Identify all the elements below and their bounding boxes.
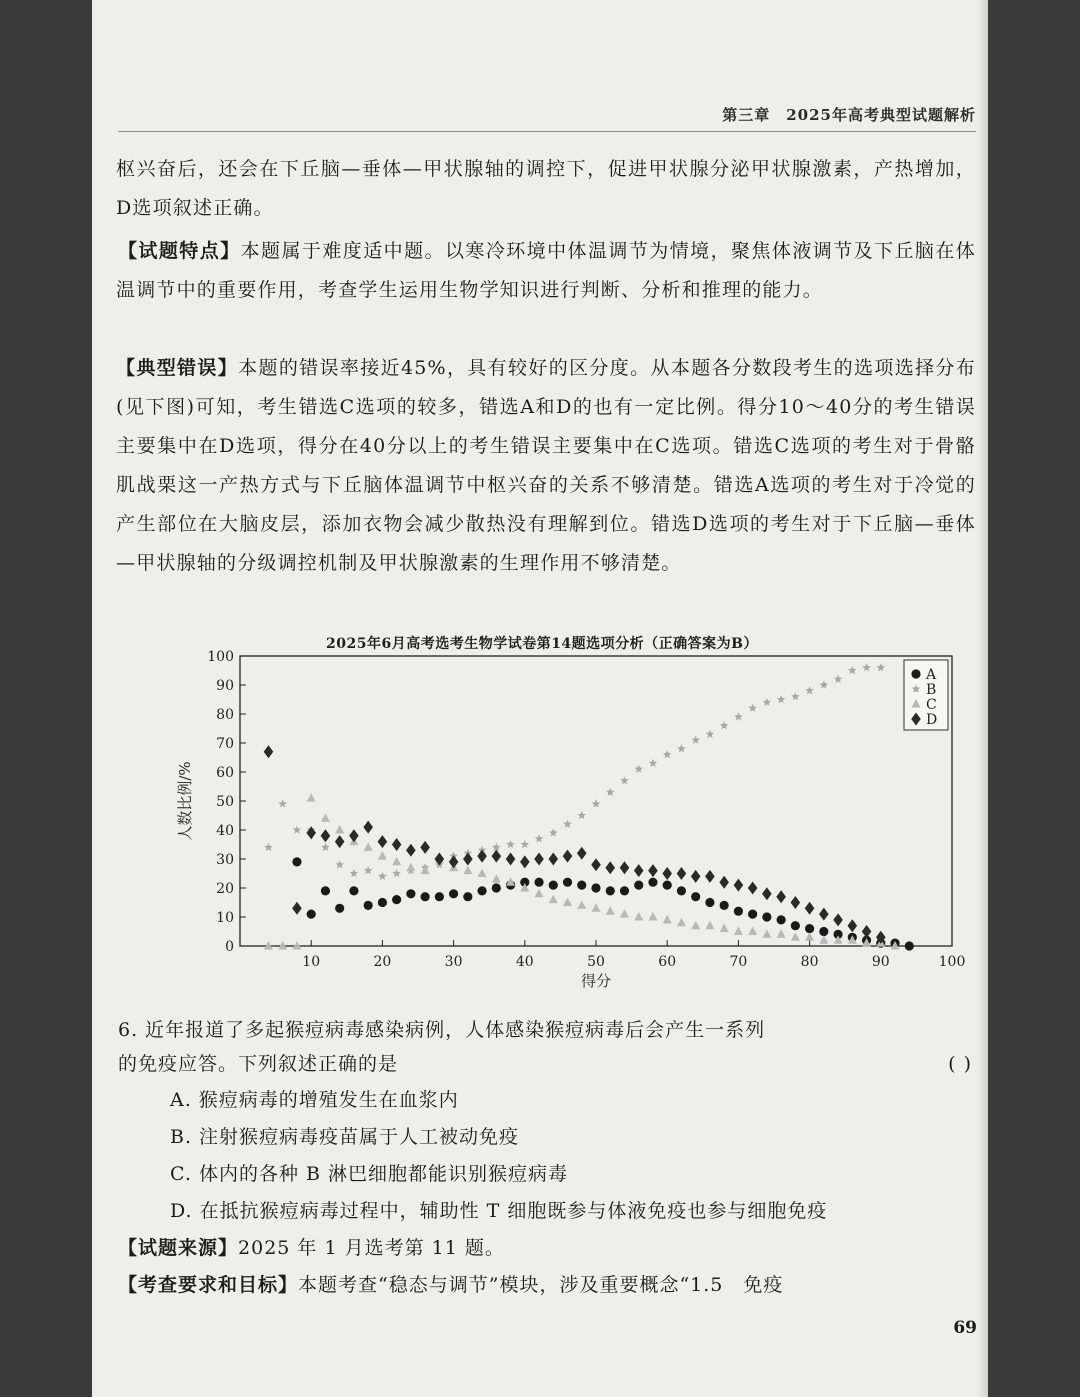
requirement-text: 本题考查“稳态与调节”模块，涉及重要概念“1.5 免疫: [298, 1274, 784, 1296]
series-d-point: [833, 913, 843, 926]
series-a-point: [663, 881, 672, 890]
series-c-point: [791, 932, 800, 941]
series-d-point: [762, 887, 772, 900]
series-a-point: [477, 886, 486, 895]
series-c-point: [734, 927, 743, 936]
series-a-point: [435, 892, 444, 901]
series-a-point: [321, 886, 330, 895]
x-tick-label: 90: [871, 954, 890, 970]
series-b-point: [321, 843, 330, 851]
errors-paragraph: [116, 349, 976, 583]
series-c-point: [278, 941, 287, 950]
source-line: [118, 1230, 978, 1267]
series-d-point: [662, 867, 672, 880]
answer-bracket: ( ): [948, 1053, 972, 1075]
series-d-point: [719, 876, 729, 889]
series-a-point: [819, 927, 828, 936]
x-tick-label: 60: [658, 954, 677, 970]
series-b-point: [549, 828, 558, 836]
y-tick-label: 80: [216, 707, 234, 723]
series-b-point: [606, 788, 615, 796]
series-b-point: [577, 811, 586, 819]
y-axis-label: 人数比例/%: [176, 761, 194, 841]
series-c-point: [663, 915, 672, 924]
series-d-point: [691, 870, 701, 883]
series-c-point: [606, 906, 615, 915]
series-c-point: [563, 898, 572, 907]
series-a-point: [805, 924, 814, 933]
series-c-point: [648, 912, 657, 921]
series-b-point: [264, 843, 273, 851]
requirement-line: [118, 1267, 978, 1304]
series-a-point: [734, 907, 743, 916]
series-a-point: [463, 892, 472, 901]
series-c-point: [335, 825, 344, 834]
x-tick-label: 10: [302, 954, 321, 970]
question-stem-line-2: [118, 1046, 978, 1083]
series-d-point: [506, 853, 516, 866]
legend-b-label: B: [926, 682, 937, 698]
series-a-point: [364, 901, 373, 910]
x-tick-label: 30: [444, 954, 463, 970]
series-b-point: [734, 712, 743, 720]
series-a-point: [591, 883, 600, 892]
series-a-point: [762, 912, 771, 921]
series-d-point: [378, 835, 388, 848]
series-b-point: [777, 695, 786, 703]
legend-c-label: C: [926, 697, 937, 713]
series-c-point: [748, 927, 757, 936]
y-tick-label: 0: [225, 939, 234, 955]
series-c-point: [307, 793, 316, 802]
series-a-point: [777, 915, 786, 924]
series-c-point: [805, 932, 814, 941]
series-b-point: [506, 840, 515, 848]
y-tick-label: 100: [207, 649, 234, 665]
series-c-point: [677, 918, 686, 927]
series-c-point: [364, 842, 373, 851]
series-b-point: [535, 834, 544, 842]
series-b-point: [834, 675, 843, 683]
question-stem-text: 的免疫应答。下列叙述正确的是: [118, 1053, 399, 1075]
series-d-point: [791, 896, 801, 909]
series-a-point: [620, 886, 629, 895]
series-d-point: [705, 870, 715, 883]
series-d-point: [449, 855, 459, 868]
series-a-point: [691, 892, 700, 901]
x-tick-label: 70: [729, 954, 748, 970]
series-d-point: [748, 882, 758, 895]
series-c-point: [620, 909, 629, 918]
source-tag: 【试题来源】: [118, 1237, 239, 1259]
series-a-point: [705, 898, 714, 907]
series-c-point: [292, 941, 301, 950]
option-c: C. 体内的各种 B 淋巴细胞都能识别猴痘病毒: [170, 1163, 568, 1185]
series-b-point: [563, 820, 572, 828]
series-c-point: [492, 874, 501, 883]
series-c-point: [549, 895, 558, 904]
series-d-point: [477, 850, 487, 863]
series-c-point: [392, 857, 401, 866]
series-a-point: [634, 881, 643, 890]
series-c-point: [762, 929, 771, 938]
series-d-point: [349, 829, 359, 842]
series-a-point: [349, 886, 358, 895]
series-b-point: [350, 869, 359, 877]
series-a-point: [406, 889, 415, 898]
series-a-point: [449, 889, 458, 898]
series-d-point: [306, 826, 316, 839]
errors-tag: 【典型错误】: [116, 357, 239, 379]
option-a: A. 猴痘病毒的增殖发生在血浆内: [170, 1089, 459, 1111]
legend-a-label: A: [926, 667, 937, 683]
series-a-point: [534, 878, 543, 887]
series-d-point: [492, 850, 502, 863]
series-b-point: [748, 704, 757, 712]
series-a-point: [577, 881, 586, 890]
series-b-point: [592, 799, 601, 807]
series-b-point: [663, 750, 672, 758]
series-d-point: [734, 879, 744, 892]
series-d-point: [819, 908, 829, 921]
series-a-point: [677, 886, 686, 895]
scatter-chart: [122, 648, 966, 993]
series-a-point: [292, 857, 301, 866]
running-head: 第三章 2025年高考典型试题解析: [722, 106, 976, 124]
y-tick-label: 40: [216, 823, 234, 839]
errors-text: 本题的错误率接近45%，具有较好的区分度。从本题各分数段考生的选项选择分布(见下图)可知，考生错选C选项的较多，错选A和D的也有一定比例。得分10～40分的考生错误主要集中在D选项，得分在40分以上的考生错误主要集中在C选项。错选C选项的考生对于骨骼肌战栗这一产热方式与下丘脑体温调节中枢兴奋的关系不够清楚。错选A选项的考生对于冷觉的产生部位在大脑皮层，添加衣物会减少散热没有理解到位。错选D选项的考生对于下丘脑—垂体—甲状腺轴的分级调控机制及甲状腺激素的生理作用不够清楚。: [116, 357, 976, 574]
features-tag: 【试题特点】: [118, 240, 241, 262]
x-tick-label: 100: [938, 954, 966, 970]
series-b-point: [877, 663, 886, 671]
series-d-point: [605, 861, 615, 874]
series-d-point: [363, 821, 373, 834]
series-b-point: [720, 721, 729, 729]
series-c-point: [577, 900, 586, 909]
series-c-point: [819, 935, 828, 944]
series-a-point: [307, 910, 316, 919]
series-c-point: [634, 912, 643, 921]
series-d-point: [264, 745, 274, 758]
y-tick-label: 70: [216, 736, 234, 752]
series-c-point: [592, 903, 601, 912]
series-c-point: [406, 863, 415, 872]
series-a-point: [720, 901, 729, 910]
requirement-tag: 【考查要求和目标】: [118, 1274, 299, 1296]
option-b: B. 注射猴痘病毒疫苗属于人工被动免疫: [170, 1126, 520, 1148]
series-c-point: [777, 929, 786, 938]
series-b-point: [691, 736, 700, 744]
series-a-point: [492, 883, 501, 892]
series-d-point: [534, 853, 544, 866]
x-tick-label: 40: [515, 954, 534, 970]
series-a-point: [392, 895, 401, 904]
series-a-point: [791, 921, 800, 930]
series-d-point: [591, 858, 601, 871]
series-d-point: [563, 850, 573, 863]
intro-paragraph: [116, 150, 976, 228]
legend-d-label: D: [926, 712, 938, 728]
series-d-point: [776, 890, 786, 903]
series-b-point: [706, 730, 715, 738]
series-a-point: [748, 910, 757, 919]
series-d-point: [420, 841, 430, 854]
series-c-point: [506, 877, 515, 886]
source-text: 2025 年 1 月选考第 11 题。: [238, 1237, 505, 1259]
series-c-point: [264, 941, 273, 950]
series-b-point: [677, 744, 686, 752]
series-d-point: [634, 864, 644, 877]
series-c-point: [691, 921, 700, 930]
series-d-point: [392, 838, 402, 851]
series-c-point: [720, 924, 729, 933]
series-d-point: [321, 829, 331, 842]
x-tick-label: 20: [373, 954, 392, 970]
series-c-point: [705, 921, 714, 930]
series-d-point: [677, 867, 687, 880]
series-d-point: [463, 853, 473, 866]
series-d-point: [406, 844, 416, 857]
series-c-point: [321, 813, 330, 822]
series-b-point: [820, 681, 829, 689]
series-d-point: [520, 855, 530, 868]
series-a-point: [378, 898, 387, 907]
series-d-point: [577, 847, 587, 860]
series-b-point: [364, 866, 373, 874]
series-c-point: [478, 869, 487, 878]
series-a-point: [905, 941, 914, 950]
series-b-point: [791, 692, 800, 700]
x-axis-label: 得分: [580, 972, 612, 990]
series-a-point: [335, 904, 344, 913]
y-tick-label: 50: [216, 794, 234, 810]
series-b-point: [392, 869, 401, 877]
series-d-point: [620, 861, 630, 874]
y-tick-label: 90: [216, 678, 234, 694]
series-b-point: [649, 759, 658, 767]
y-tick-label: 60: [216, 765, 234, 781]
series-b-point: [378, 872, 387, 880]
series-a-point: [648, 878, 657, 887]
series-b-point: [293, 826, 302, 834]
x-tick-label: 80: [800, 954, 819, 970]
y-tick-label: 10: [216, 910, 234, 926]
intro-text: 枢兴奋后，还会在下丘脑—垂体—甲状腺轴的调控下，促进甲状腺分泌甲状腺激素，产热增加，D选项叙述正确。: [116, 158, 976, 219]
series-a-point: [421, 892, 430, 901]
series-d-point: [548, 853, 558, 866]
y-tick-label: 30: [216, 852, 234, 868]
series-b-point: [848, 666, 857, 674]
series-b-point: [862, 663, 871, 671]
y-tick-label: 20: [216, 881, 234, 897]
series-a-point: [549, 881, 558, 890]
series-c-point: [535, 889, 544, 898]
header-rule: [118, 131, 976, 132]
series-b-point: [521, 840, 530, 848]
question-stem-line-1: 6. 近年报道了多起猴痘病毒感染病例，人体感染猴痘病毒后会产生一系列: [118, 1019, 766, 1041]
option-d: D. 在抵抗猴痘病毒过程中，辅助性 T 细胞既参与体液免疫也参与细胞免疫: [170, 1200, 828, 1222]
chart-title: 2025年6月高考选考生物学试卷第14题选项分析（正确答案为B）: [325, 636, 759, 652]
series-a-point: [606, 886, 615, 895]
features-text: 本题属于难度适中题。以寒冷环境中体温调节为情境，聚焦体液调节及下丘脑在体温调节中的重要作用，考查学生运用生物学知识进行判断、分析和推理的能力。: [116, 240, 977, 301]
series-b-point: [805, 686, 814, 694]
series-d-point: [805, 902, 815, 915]
features-paragraph: [116, 232, 976, 310]
series-b-point: [634, 765, 643, 773]
series-d-point: [862, 925, 872, 938]
series-d-point: [292, 902, 302, 915]
series-b-point: [620, 776, 629, 784]
series-b-point: [278, 799, 287, 807]
book-page: [92, 0, 988, 1397]
page-number: 69: [953, 1318, 977, 1338]
series-c-point: [463, 866, 472, 875]
series-b-point: [763, 698, 772, 706]
series-a-point: [563, 878, 572, 887]
series-d-point: [648, 864, 658, 877]
legend-a-marker: [911, 669, 920, 678]
series-b-point: [335, 860, 344, 868]
series-c-point: [378, 851, 387, 860]
series-d-point: [335, 835, 345, 848]
x-tick-label: 50: [587, 954, 605, 970]
series-d-point: [848, 919, 858, 932]
